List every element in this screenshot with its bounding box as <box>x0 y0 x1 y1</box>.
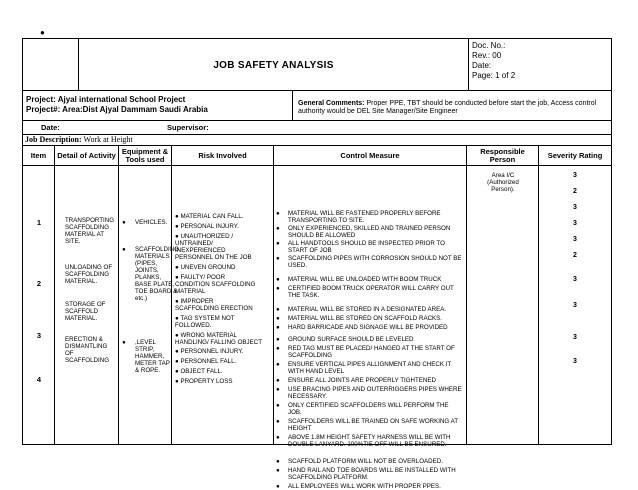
control-item: ● ONLY CERTIFIED SCAFFOLDERS WILL PERFORM THE JOB. <box>276 402 462 416</box>
item-column <box>23 166 55 444</box>
risk-line: PERSONNEL ON THE JOB <box>175 254 252 261</box>
project-info <box>23 91 293 121</box>
header <box>23 39 611 91</box>
item-number: 1 <box>36 218 42 227</box>
control-item: ● USE BRACING PIPES AND OUTERRIGGERS PIPES WHERE NECESSARY. <box>276 386 462 400</box>
header-risk: Risk Involved <box>172 146 274 166</box>
header-control: Control Measure <box>274 146 467 166</box>
page-title: JOB SAFETY ANALYSIS <box>79 39 469 91</box>
header-item: Item <box>23 146 55 166</box>
risk-line: ● WRONG MATERIAL <box>175 332 238 339</box>
page-number: Page: 1 of 2 <box>472 71 516 80</box>
severity-rating: 2 <box>573 188 577 195</box>
activity-detail: TRANSPORTING SCAFFOLDING MATERIAL AT SITE. <box>65 217 115 245</box>
risk-line: ● TAG SYSTEM NOT <box>175 315 235 322</box>
header-severity: Severity Rating <box>539 146 611 166</box>
control-item: ● ALL HANDTOOLS SHOULD BE INSPECTED PRIOR TO START OF JOB <box>276 240 462 254</box>
top-bullet: ● <box>40 28 45 37</box>
risk-line: INEXPERIENCED <box>175 247 226 254</box>
comments-label: General Comments: <box>298 100 365 107</box>
risk-line: ● FAULTY/ POOR <box>175 274 226 281</box>
severity-column <box>539 166 611 444</box>
control-column <box>274 166 467 490</box>
control-text: ALL HANDTOOLS SHOULD BE INSPECTED PRIOR TO START OF JOB <box>288 240 445 254</box>
risk-line: CONDITION SCAFFOLDING <box>175 281 256 288</box>
project-row <box>23 91 611 121</box>
severity-rating: 2 <box>573 252 577 259</box>
supervisor-label: Supervisor: <box>167 123 209 132</box>
control-text: SCAFFOLDING PIPES WITH CORROSION SHOULD NOT BE USED. <box>288 255 462 269</box>
control-text: ABOVE 1.8M HEIGHT SAFETY HARNESS WILL BE WITH DOUBLE LANYARD. 100%TIE OFF WILL BE ENSURED. <box>288 434 451 448</box>
risk-line: ● PROPERTY LOSS <box>175 378 233 385</box>
control-item: ● ABOVE 1.8M HEIGHT SAFETY HARNESS WILL BE WITH DOUBLE LANYARD. 100%TIE OFF WILL BE ENSURED. <box>276 434 462 448</box>
control-text: GROUND SURFACE SHOULD BE LEVELED <box>288 336 414 343</box>
jsa-form <box>22 38 612 490</box>
control-item: ● CERTIFIED BOOM TRUCK OPERATOR WILL CARRY OUT THE TASK. <box>276 285 462 299</box>
doc-date: Date: <box>472 61 492 70</box>
comments-text: Proper PPE, TBT should be conducted before start the job, Access control authority would be DEL Site Manager/Site Engineer <box>298 100 597 115</box>
control-text: MATERIAL WILL BE STORED IN A DESIGNATED AREA. <box>288 306 447 313</box>
job-description-label: Job Description: <box>25 135 82 144</box>
responsible-column <box>467 166 539 444</box>
risk-line: HANDLING/ FALLING OBJECT <box>175 339 262 346</box>
equipment-text: SCAFFOLDING MATERIALS (PIPES, JOINTS, PLANKS, BASE PLATE, TOE BOARD & etc.) <box>135 246 180 302</box>
risk-line: ● UNAUTHORIZED / <box>175 233 234 240</box>
risk-line: ● UNEVEN GROUND <box>175 264 236 271</box>
equipment-text: ,LEVEL STRIP, HAMMER, METER TAP & ROPE. <box>135 339 170 374</box>
date-supervisor-row <box>23 121 611 135</box>
risk-line: MATERIAL <box>175 288 206 295</box>
severity-rating: 3 <box>573 358 577 365</box>
risk-line: ● PERSONAL INJURY. <box>175 223 239 230</box>
control-item: ● HARD BARRICADE AND SIGNAGE WILL BE PROVIDED <box>276 324 448 331</box>
control-text: HAND RAIL AND TOE BOARDS WILL BE INSTALLED WITH SCAFFOLDING PLATFORM. <box>288 467 456 481</box>
header-equipment: Equipment & Tools used <box>119 146 172 166</box>
risk-line: ● PERSONNEL INJURY. <box>175 348 244 355</box>
control-text: USE BRACING PIPES AND OUTERRIGGERS PIPES WHERE NECESSARY. <box>288 386 462 400</box>
risk-line: ● MATERIAL CAN FALL. <box>175 213 244 220</box>
item-number: 3 <box>36 331 42 340</box>
control-item: ● RED TAG MUST BE PLACED/ HANGED AT THE START OF SCAFFOLDING <box>276 345 462 359</box>
risk-line: ● OBJECT FALL. <box>175 368 223 375</box>
control-text: MATERIAL WILL BE FASTENED PROPERLY BEFORE TRANSPORTING TO SITE. <box>288 210 441 224</box>
control-text: SCAFFOLDERS WILL BE TRAINED ON SAFE WORKING AT HEIGHT <box>288 418 458 432</box>
project-name: Project: Ajyal international School Project <box>26 95 186 104</box>
general-comments <box>293 91 611 121</box>
activity-detail: UNLOADING OF SCAFFOLDING MATERIAL. <box>65 264 113 285</box>
severity-rating: 3 <box>573 276 577 283</box>
risk-column <box>172 166 274 444</box>
severity-rating: 3 <box>573 236 577 243</box>
control-text: ALL EMPLOYEES WILL WORK WITH PROPER PPES. <box>288 483 441 490</box>
risk-line: FOLLOWED. <box>175 322 212 329</box>
control-text: HARD BARRICADE AND SIGNAGE WILL BE PROVIDED <box>288 324 448 331</box>
control-text: ONLY CERTIFIED SCAFFOLDERS WILL PERFORM THE JOB. <box>288 402 449 416</box>
control-item: ● ONLY EXPERIENCED, SKILLED AND TRAINED PERSON SHOULD BE ALLOWED <box>276 225 462 239</box>
job-description-value: Work at Height <box>81 135 133 144</box>
control-item: ● ENSURE VERTICAL PIPES ALLIGNMENT AND CHECK IT WITH HAND LEVEL <box>276 361 462 375</box>
control-item: ● HAND RAIL AND TOE BOARDS WILL BE INSTALLED WITH SCAFFOLDING PLATFORM. <box>276 467 462 481</box>
equipment-text: VEHICLES. <box>135 219 168 226</box>
control-item: ● SCAFFOLDERS WILL BE TRAINED ON SAFE WORKING AT HEIGHT <box>276 418 462 432</box>
equipment-item: ● SCAFFOLDING MATERIALS (PIPES, JOINTS, PLANKS, BASE PLATE, TOE BOARD & etc.) <box>122 246 180 302</box>
responsible-person: Area I/C (Authorized Person). <box>487 172 519 193</box>
control-item: ● ALL EMPLOYEES WILL WORK WITH PROPER PPES. <box>276 483 441 490</box>
control-item: ● MATERIAL WILL BE STORED IN A DESIGNATED AREA. <box>276 306 447 313</box>
control-text: ENSURE ALL JOINTS ARE PROPERLY TIGHTENED <box>288 377 436 384</box>
severity-rating: 3 <box>573 302 577 309</box>
control-item: ● SCAFFOLD PLATFORM WILL NOT BE OVERLOADED. <box>276 458 443 465</box>
equipment-column <box>119 166 180 444</box>
control-item: ● MATERIAL WILL BE FASTENED PROPERLY BEFORE TRANSPORTING TO SITE. <box>276 210 462 224</box>
control-item: ● MATERIAL WILL BE STORED ON SCAFFOLD RACKS. <box>276 315 443 322</box>
control-text: MATERIAL WILL BE UNLOADED WITH BOOM TRUCK <box>288 276 442 283</box>
activity-detail: ERECTION & DISMANTLING OF SCAFFOLDING <box>65 336 110 364</box>
activity-detail: STORAGE OF SCAFFOLD MATERIAL. <box>65 301 106 322</box>
severity-rating: 3 <box>573 204 577 211</box>
doc-info <box>469 39 611 91</box>
date-label: Date: <box>41 123 60 132</box>
risk-line: ● IMPROPER <box>175 298 214 305</box>
risk-line: ● PERSONNEL FALL. <box>175 358 237 365</box>
equipment-item: ● VEHICLES. <box>122 219 168 226</box>
item-number: 2 <box>36 279 42 288</box>
revision: Rev.: 00 <box>472 51 502 60</box>
project-area: Project#: Area:Dist Ajyal Dammam Saudi Arabia <box>26 105 208 114</box>
control-text: ONLY EXPERIENCED, SKILLED AND TRAINED PERSON SHOULD BE ALLOWED <box>288 225 451 239</box>
risk-line: SCAFFOLDING ERECTION <box>175 305 253 312</box>
item-number: 4 <box>36 375 42 384</box>
severity-rating: 3 <box>573 220 577 227</box>
control-text: MATERIAL WILL BE STORED ON SCAFFOLD RACKS. <box>288 315 443 322</box>
equipment-item: ● ,LEVEL STRIP, HAMMER, METER TAP & ROPE. <box>122 339 172 374</box>
header-detail: Detail of Activity <box>55 146 119 166</box>
header-responsible: Responsible Person <box>467 146 539 166</box>
job-description <box>23 135 611 146</box>
risk-line: UNTRAINED/ <box>175 240 213 247</box>
severity-rating: 3 <box>573 172 577 179</box>
control-item: ● MATERIAL WILL BE UNLOADED WITH BOOM TRUCK <box>276 276 442 283</box>
control-item: ● GROUND SURFACE SHOULD BE LEVELED <box>276 336 414 343</box>
control-item: ● SCAFFOLDING PIPES WITH CORROSION SHOULD NOT BE USED. <box>276 255 462 269</box>
control-text: RED TAG MUST BE PLACED/ HANGED AT THE START OF SCAFFOLDING <box>288 345 455 359</box>
doc-number: Doc. No.: <box>472 41 506 50</box>
severity-rating: 3 <box>573 334 577 341</box>
control-item: ● ENSURE ALL JOINTS ARE PROPERLY TIGHTENED <box>276 377 436 384</box>
logo-cell <box>23 39 79 91</box>
detail-column <box>55 166 119 444</box>
control-text: CERTIFIED BOOM TRUCK OPERATOR WILL CARRY OUT THE TASK. <box>288 285 454 299</box>
control-text: ENSURE VERTICAL PIPES ALLIGNMENT AND CHECK IT WITH HAND LEVEL <box>288 361 452 375</box>
control-text: SCAFFOLD PLATFORM WILL NOT BE OVERLOADED. <box>288 458 443 465</box>
